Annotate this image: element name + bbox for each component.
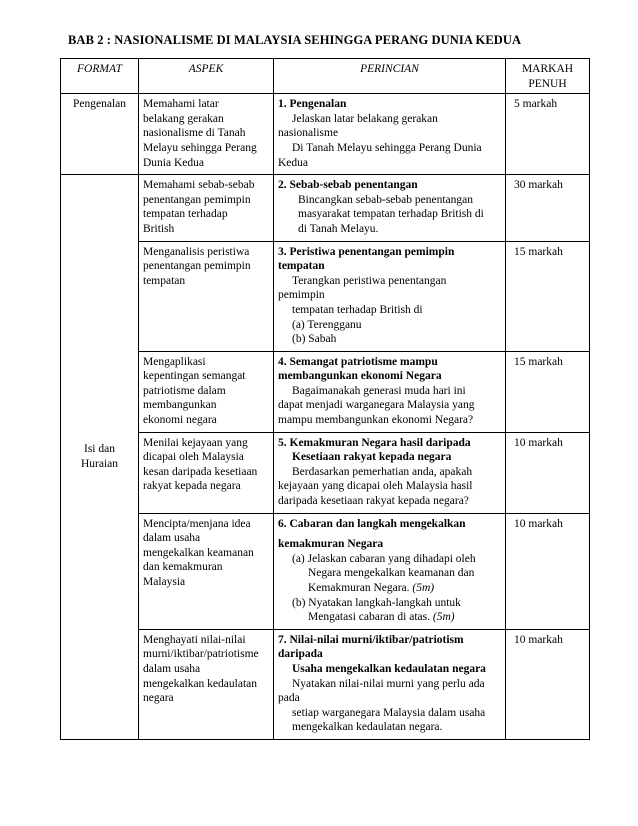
table-row <box>61 432 590 513</box>
marks-suffix: (5m) <box>412 582 435 594</box>
markah-cell: 5 markah <box>506 94 590 175</box>
perincian-line <box>278 552 501 567</box>
markah-cell: 15 markah <box>506 241 590 351</box>
perincian-text: 2. Sebab-sebab penentangan <box>278 179 418 192</box>
perincian-line <box>278 156 501 171</box>
aspek-line: penentangan pemimpin <box>143 193 251 206</box>
perincian-text: (a) Terengganu <box>292 318 362 331</box>
perincian-text: Bincangkan sebab-sebab penentangan <box>298 193 473 206</box>
aspek-line: rakyat kepada negara <box>143 480 241 493</box>
header-markah <box>506 59 590 94</box>
aspek-line: tempatan <box>143 274 186 287</box>
aspek-line: kepentingan semangat <box>143 370 246 383</box>
aspek-line: Memahami sebab-sebab <box>143 179 255 192</box>
perincian-line <box>278 274 501 289</box>
perincian-text: Kemakmuran Negara. <box>308 582 410 594</box>
perincian-line <box>278 384 501 399</box>
perincian-line <box>278 610 501 625</box>
aspek-line: Mencipta/menjana idea <box>143 517 251 530</box>
aspek-cell <box>139 432 274 513</box>
perincian-text: 5. Kemakmuran Negara hasil daripada <box>278 436 471 449</box>
table-row <box>61 629 590 739</box>
perincian-line <box>278 369 501 384</box>
perincian-line <box>278 706 501 721</box>
aspek-line: Dunia Kedua <box>143 156 204 169</box>
perincian-line <box>278 436 501 451</box>
perincian-text: 4. Semangat patriotisme mampu <box>278 355 438 368</box>
aspek-line: penentangan pemimpin <box>143 260 251 273</box>
perincian-line <box>278 318 501 333</box>
perincian-text: Berdasarkan pemerhatian anda, apakah <box>292 465 473 478</box>
perincian-cell <box>274 629 506 739</box>
table-row <box>61 241 590 351</box>
aspek-line: Memahami latar <box>143 98 219 111</box>
aspek-line: kesan daripada kesetiaan <box>143 465 258 478</box>
perincian-text: daripada <box>278 648 323 661</box>
perincian-text: Usaha mengekalkan kedaulatan negara <box>292 662 486 675</box>
perincian-text: 6. Cabaran dan langkah mengekalkan <box>278 517 466 530</box>
table-row <box>61 513 590 629</box>
perincian-line <box>278 691 501 706</box>
markah-cell: 10 markah <box>506 432 590 513</box>
aspek-line: mengekalkan kedaulatan <box>143 677 257 690</box>
perincian-text: (a) Jelaskan cabaran yang dihadapi oleh <box>292 552 476 565</box>
perincian-text: (b) Sabah <box>292 333 337 346</box>
perincian-line <box>278 259 501 274</box>
aspek-line: Menilai kejayaan yang <box>143 436 248 449</box>
marking-scheme-table <box>60 58 590 740</box>
perincian-line <box>278 222 501 237</box>
perincian-text: nasionalisme <box>278 127 339 140</box>
perincian-line <box>278 288 501 303</box>
perincian-text: mengekalkan kedaulatan negara. <box>292 721 443 734</box>
aspek-cell <box>139 513 274 629</box>
page-title: BAB 2 : NASIONALISME DI MALAYSIA SEHINGGA PERANG DUNIA KEDUA <box>68 33 522 47</box>
aspek-line: nasionalisme di Tanah <box>143 127 246 140</box>
perincian-text: Kedua <box>278 156 309 169</box>
perincian-line <box>278 677 501 692</box>
perincian-line <box>278 97 501 112</box>
perincian-line <box>278 332 501 347</box>
perincian-text: Nyatakan nilai-nilai murni yang perlu ada <box>292 677 485 690</box>
perincian-cell <box>274 351 506 432</box>
table-header-row <box>61 59 590 94</box>
perincian-line <box>278 479 501 494</box>
perincian-line <box>278 494 501 509</box>
aspek-cell <box>139 351 274 432</box>
perincian-cell <box>274 94 506 175</box>
perincian-line <box>278 537 501 552</box>
perincian-line <box>278 126 501 141</box>
perincian-text: Terangkan peristiwa penentangan <box>292 274 447 287</box>
perincian-line <box>278 141 501 156</box>
perincian-text: 7. Nilai-nilai murni/iktibar/patriotism <box>278 633 464 646</box>
format-isi-line2: Huraian <box>80 457 119 470</box>
format-isi-huraian <box>61 175 139 740</box>
aspek-line: mengekalkan keamanan <box>143 546 254 559</box>
format-pengenalan: Pengenalan <box>61 94 139 175</box>
perincian-line <box>278 596 501 611</box>
aspek-cell <box>139 629 274 739</box>
perincian-text: Di Tanah Melayu sehingga Perang Dunia <box>292 141 482 154</box>
aspek-line: dalam usaha <box>143 662 201 675</box>
perincian-cell <box>274 513 506 629</box>
perincian-line <box>278 662 501 677</box>
perincian-line <box>278 566 501 581</box>
perincian-text: pada <box>278 692 300 705</box>
perincian-text: kemakmuran Negara <box>278 538 384 551</box>
marks-suffix: (5m) <box>432 611 455 624</box>
format-isi-line1: Isi dan <box>84 442 115 455</box>
perincian-text: tempatan terhadap British di <box>292 303 423 316</box>
aspek-line: dicapai oleh Malaysia <box>143 451 244 464</box>
perincian-line <box>278 207 501 222</box>
header-aspek: ASPEK <box>139 59 274 94</box>
perincian-cell <box>274 175 506 241</box>
perincian-line <box>278 581 501 596</box>
perincian-line <box>278 413 501 428</box>
aspek-cell <box>139 175 274 241</box>
markah-cell: 10 markah <box>506 513 590 629</box>
perincian-line <box>278 465 501 480</box>
perincian-cell <box>274 432 506 513</box>
perincian-cell <box>274 241 506 351</box>
perincian-text: di Tanah Melayu. <box>298 222 379 235</box>
aspek-line: dalam usaha <box>143 532 201 545</box>
perincian-text: mampu membangunkan ekonomi Negara? <box>278 414 474 427</box>
aspek-line: Melayu sehingga Perang <box>143 141 257 154</box>
aspek-line: dan kemakmuran <box>143 561 223 574</box>
aspek-line: ekonomi negara <box>143 414 217 427</box>
perincian-text: setiap warganegara Malaysia dalam usaha <box>292 706 486 719</box>
perincian-line <box>278 245 501 260</box>
perincian-text: Negara mengekalkan keamanan dan <box>308 567 475 580</box>
table-row <box>61 175 590 241</box>
perincian-text: daripada kesetiaan rakyat kepada negara? <box>278 495 469 508</box>
aspek-line: membangunkan <box>143 399 217 412</box>
perincian-text: pemimpin <box>278 289 325 302</box>
perincian-line <box>278 647 501 662</box>
perincian-text: Mengatasi cabaran di atas. <box>308 611 430 624</box>
perincian-line <box>278 720 501 735</box>
aspek-cell <box>139 94 274 175</box>
perincian-text: (b) Nyatakan langkah-langkah untuk <box>292 596 461 609</box>
perincian-text: Jelaskan latar belakang gerakan <box>292 112 438 125</box>
header-markah-line2: PENUH <box>528 77 567 90</box>
aspek-line: belakang gerakan <box>143 112 224 125</box>
aspek-line: Malaysia <box>143 576 186 588</box>
aspek-line: patriotisme dalam <box>143 384 226 397</box>
aspek-line: negara <box>143 692 174 705</box>
markah-cell: 15 markah <box>506 351 590 432</box>
perincian-line <box>278 178 501 193</box>
perincian-text: kejayaan yang dicapai oleh Malaysia hasil <box>278 480 473 493</box>
perincian-text: dapat menjadi warganegara Malaysia yang <box>278 399 475 412</box>
perincian-line <box>278 303 501 318</box>
aspek-cell <box>139 241 274 351</box>
perincian-line <box>278 450 501 465</box>
perincian-line <box>278 517 501 532</box>
table-row <box>61 94 590 175</box>
aspek-line: tempatan terhadap <box>143 208 228 221</box>
perincian-line <box>278 112 501 127</box>
aspek-line: Menghayati nilai-nilai <box>143 633 246 646</box>
aspek-line: Menganalisis peristiwa <box>143 245 250 258</box>
perincian-text: Bagaimanakah generasi muda hari ini <box>292 384 466 397</box>
perincian-text: tempatan <box>278 260 325 273</box>
aspek-line: British <box>143 222 175 235</box>
perincian-text: Kesetiaan rakyat kepada negara <box>292 451 452 464</box>
perincian-text: membangunkan ekonomi Negara <box>278 370 442 383</box>
markah-cell: 30 markah <box>506 175 590 241</box>
perincian-text: masyarakat tempatan terhadap British di <box>298 208 484 221</box>
header-format: FORMAT <box>61 59 139 94</box>
markah-cell: 10 markah <box>506 629 590 739</box>
table-row <box>61 351 590 432</box>
header-markah-line1: MARKAH <box>521 63 574 75</box>
aspek-line: murni/iktibar/patriotisme <box>143 648 259 661</box>
aspek-line: Mengaplikasi <box>143 355 206 368</box>
header-perincian: PERINCIAN <box>274 59 506 94</box>
perincian-line <box>278 193 501 208</box>
perincian-text: 1. Pengenalan <box>278 98 347 111</box>
perincian-line <box>278 633 501 648</box>
perincian-line <box>278 355 501 370</box>
perincian-line <box>278 398 501 413</box>
perincian-text: 3. Peristiwa penentangan pemimpin <box>278 245 455 258</box>
